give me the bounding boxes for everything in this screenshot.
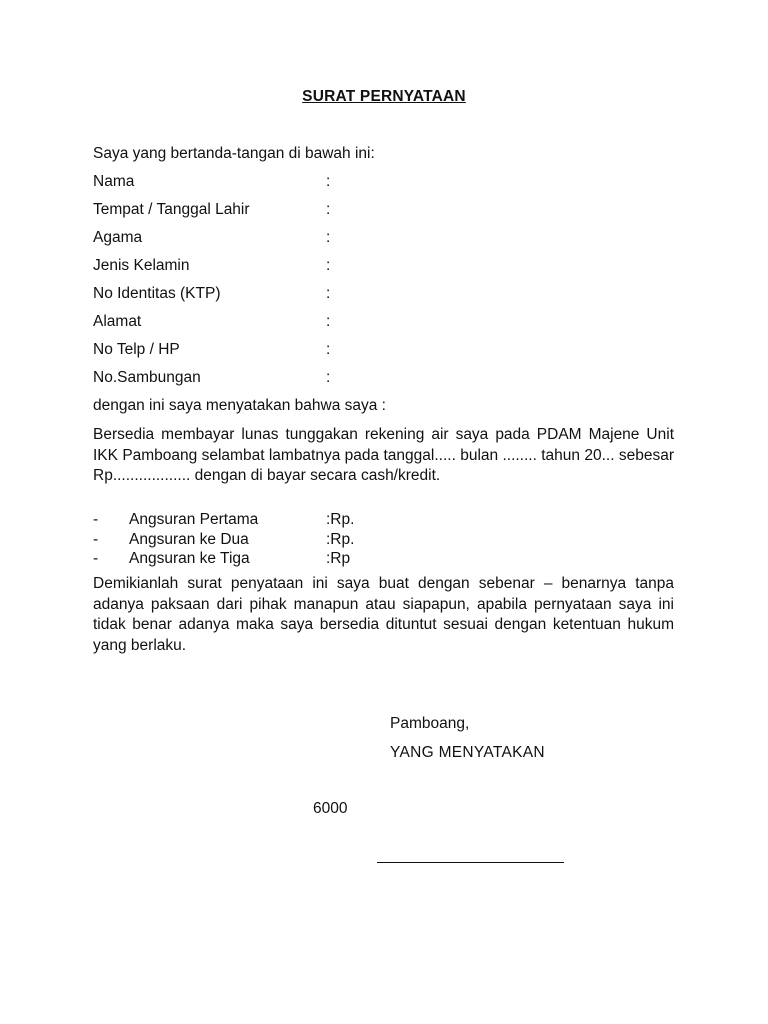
field-row-jenis-kelamin (93, 256, 493, 284)
list-dash: - (93, 511, 99, 528)
field-colon: : (326, 285, 331, 302)
closing-paragraph: Demikianlah surat penyataan ini saya buat dengan sebenar – benarnya tanpa adanya paksaan dari pihak manapun atau siapapun, apabila pernyataan saya ini tidak benar adanya maka saya bersedia dituntut sesuai dengan ketentuan hukum yang berlaku. (93, 575, 674, 654)
installment-value: :Rp. (326, 530, 355, 548)
signature-line (377, 862, 564, 863)
signer-title: YANG MENYATAKAN (390, 744, 545, 761)
installment-label: Angsuran Pertama (129, 511, 259, 528)
document-title: SURAT PERNYATAAN (302, 88, 466, 105)
field-colon: : (326, 229, 331, 246)
field-row-no-telp (93, 340, 493, 368)
field-row-no-sambungan (93, 368, 493, 396)
place-text: Pamboang, (390, 715, 470, 732)
field-label: Tempat / Tanggal Lahir (93, 201, 250, 218)
list-dash: - (93, 550, 99, 567)
field-label: Nama (93, 173, 135, 190)
field-colon: : (326, 341, 331, 358)
field-label: No.Sambungan (93, 369, 201, 386)
installment-list (93, 510, 493, 569)
installment-value: :Rp (326, 550, 351, 567)
declaration-text: dengan ini saya menyatakan bahwa saya : (93, 397, 386, 414)
field-label: Jenis Kelamin (93, 257, 190, 274)
field-colon: : (326, 201, 331, 218)
field-label: Agama (93, 229, 143, 246)
field-label: No Identitas (KTP) (93, 285, 221, 302)
installment-row (93, 530, 493, 550)
installment-value: :Rp. (326, 511, 355, 528)
field-label: Alamat (93, 313, 142, 330)
installment-row (93, 549, 493, 569)
field-colon: : (326, 369, 331, 386)
stamp-value: 6000 (313, 800, 348, 817)
field-row-agama (93, 228, 493, 256)
intro-text: Saya yang bertanda-tangan di bawah ini: (93, 145, 375, 162)
field-row-alamat (93, 312, 493, 340)
installment-label: Angsuran ke Tiga (129, 550, 250, 567)
personal-data-fields (93, 172, 493, 396)
field-colon: : (326, 257, 331, 274)
field-row-nama (93, 172, 493, 200)
field-colon: : (326, 173, 331, 190)
field-row-no-identitas (93, 284, 493, 312)
field-row-tempat-tanggal-lahir (93, 200, 493, 228)
field-colon: : (326, 313, 331, 330)
list-dash: - (93, 530, 99, 548)
installment-label: Angsuran ke Dua (129, 530, 249, 548)
field-label: No Telp / HP (93, 341, 180, 358)
commitment-paragraph: Bersedia membayar lunas tunggakan rekening air saya pada PDAM Majene Unit IKK Pamboang selambat lambatnya pada tanggal..... bulan ........ tahun 20... sebesar Rp.................. dengan di bayar secara cash/kredit. (93, 426, 674, 484)
installment-row (93, 510, 493, 530)
